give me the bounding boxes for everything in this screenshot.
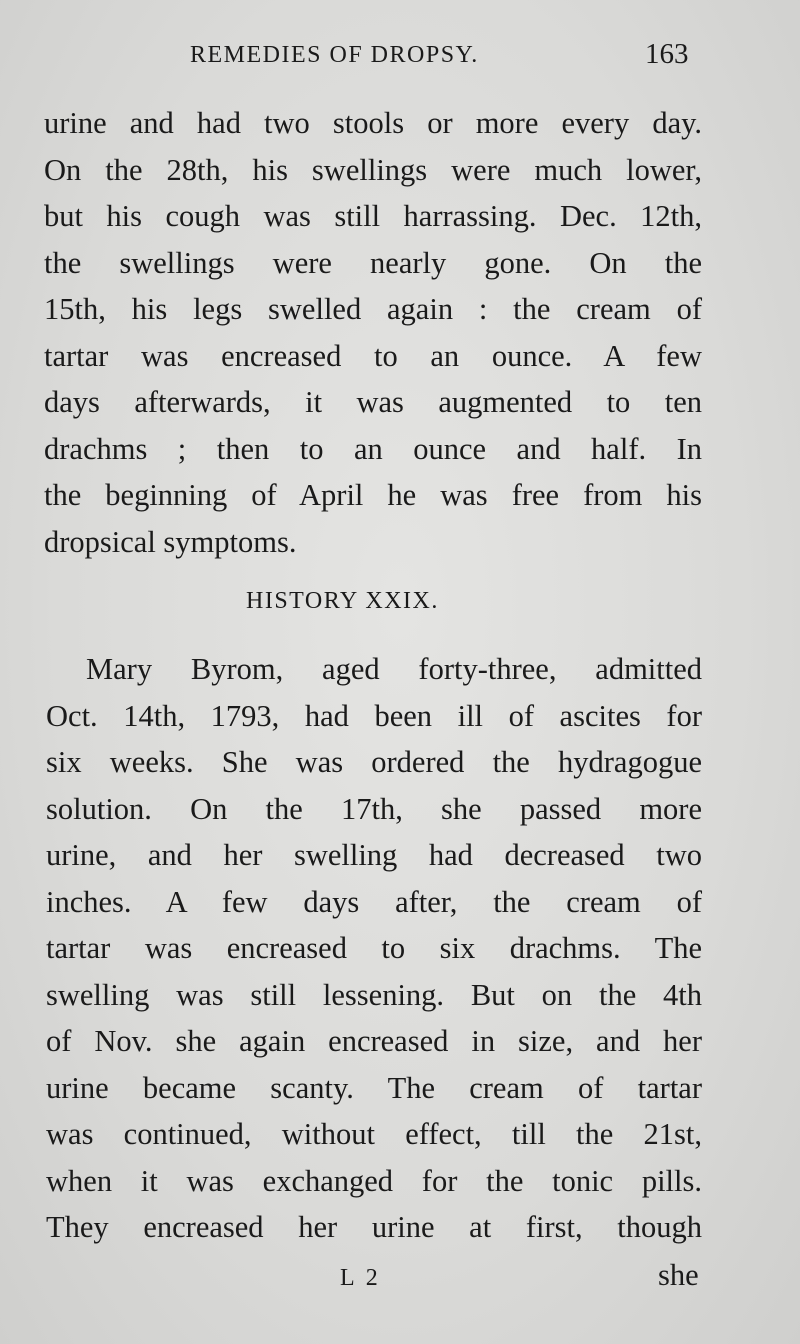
text-line: urine and had two stools or more every day.: [44, 106, 702, 140]
signature-mark: L 2: [340, 1265, 381, 1291]
paragraph-history: [46, 646, 702, 1251]
text-line: tartar was encreased to six drachms. The: [46, 931, 702, 965]
text-line: days afterwards, it was augmented to ten: [44, 385, 702, 419]
text-line: tartar was encreased to an ounce. A few: [44, 338, 702, 373]
text-line-indented: Mary Byrom, aged forty-three, admitted: [86, 652, 702, 686]
text-line: urine, and her swelling had decreased two: [46, 838, 702, 872]
text-line: but his cough was still harrassing. Dec. 12th,: [44, 199, 702, 233]
text-line: swelling was still lessening. But on the 4th: [46, 977, 702, 1012]
text-line: drachms ; then to an ounce and half. In: [44, 431, 702, 466]
text-line: dropsical symptoms.: [44, 524, 297, 559]
text-line: was continued, without effect, till the 21st,: [46, 1117, 702, 1151]
text-line: solution. On the 17th, she passed more: [46, 791, 702, 826]
text-line: urine became scanty. The cream of tartar: [46, 1070, 702, 1105]
text-line: 15th, his legs swelled again : the cream of: [44, 292, 702, 326]
text-line: They encreased her urine at first, though: [46, 1210, 702, 1244]
text-line: of Nov. she again encreased in size, and her: [46, 1024, 702, 1058]
text-line: the beginning of April he was free from his: [44, 478, 702, 512]
paragraph-continued: [44, 100, 702, 565]
text-line: inches. A few days after, the cream of: [46, 884, 702, 919]
section-heading: HISTORY XXIX.: [246, 588, 439, 614]
running-head: REMEDIES OF DROPSY.: [190, 42, 479, 68]
text-line: when it was exchanged for the tonic pills.: [46, 1163, 702, 1198]
page-number: 163: [645, 38, 689, 70]
text-line: On the 28th, his swellings were much lower,: [44, 152, 702, 187]
catchword: she: [658, 1258, 699, 1292]
text-line: six weeks. She was ordered the hydragogue: [46, 745, 702, 779]
text-line: Oct. 14th, 1793, had been ill of ascites for: [46, 698, 702, 733]
text-line: the swellings were nearly gone. On the: [44, 245, 702, 280]
